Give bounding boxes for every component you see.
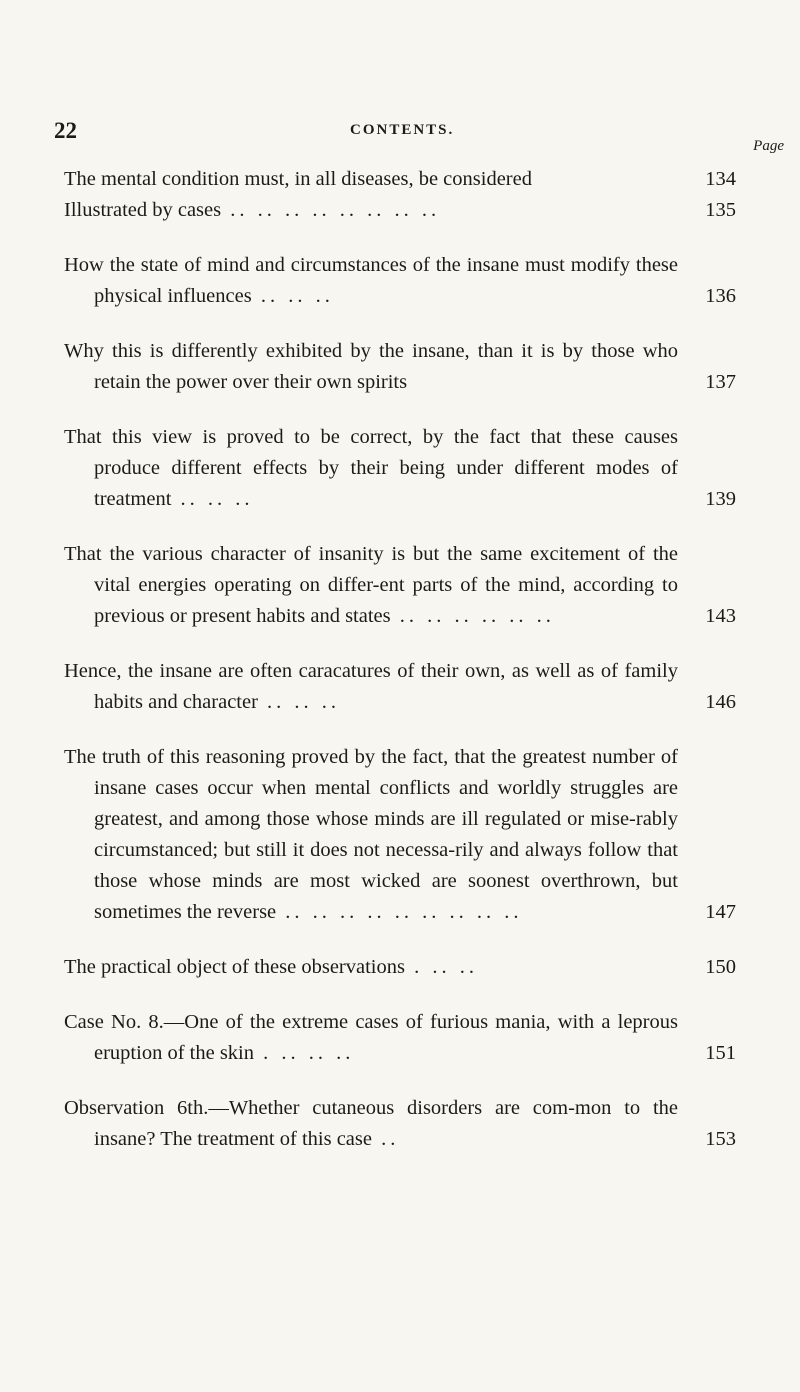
contents-entry	[64, 1093, 736, 1155]
running-title: CONTENTS.	[350, 122, 455, 138]
entry-page-number: 137	[705, 371, 736, 393]
entry-text: The truth of this reasoning proved by the fact, that the greatest number of insane cases occur when mental conflicts and worldly struggles are greatest, and among those whose minds are ill regulated or mise-rably circumstanced; but still it does not necessa-rily and always follow that those whose minds are most wicked are soonest overthrown, but sometimes the reverse	[64, 746, 678, 923]
entry-text: How the state of mind and circumstances of the insane must modify these physical influences	[64, 254, 678, 307]
entry-leader: .. .. ..	[171, 488, 254, 510]
contents-list	[64, 164, 736, 1179]
entry-page-number: 151	[705, 1042, 736, 1064]
entry-page-number: 150	[705, 956, 736, 978]
entry-text: Observation 6th.—Whether cutaneous disorders are com-mon to the insane? The treatment of this case	[64, 1097, 678, 1150]
page-number: 22	[54, 118, 77, 143]
contents-entry	[64, 742, 736, 928]
entry-text: Why this is differently exhibited by the insane, than it is by those who retain the power over their own spirits	[64, 340, 678, 393]
entry-page-number: 146	[705, 691, 736, 713]
entry-leader: . .. .. ..	[254, 1042, 355, 1064]
contents-entry	[64, 164, 736, 195]
entry-leader: .. .. ..	[257, 691, 341, 713]
entry-page-number: 136	[705, 285, 736, 307]
entry-page-number: 147	[705, 901, 736, 923]
contents-entry	[64, 195, 736, 226]
contents-entry	[64, 656, 736, 718]
entry-text: The practical object of these observations	[64, 956, 405, 978]
entry-page-number: 143	[705, 605, 736, 627]
entry-leader: ..	[371, 1128, 400, 1150]
entry-page-number: 139	[705, 488, 736, 510]
entry-leader: . .. ..	[404, 956, 478, 978]
entry-text: Illustrated by cases	[64, 199, 222, 221]
entry-leader: .. .. ..	[251, 285, 334, 307]
contents-entry	[64, 250, 736, 312]
entry-leader: .. .. .. .. .. ..	[390, 605, 555, 627]
contents-entry	[64, 336, 736, 398]
entry-page-number: 153	[705, 1128, 736, 1150]
entry-page-number: 135	[705, 199, 736, 221]
entry-text: That the various character of insanity is but the same excitement of the vital energies operating on differ-ent parts of the mind, according to previous or present habits and states	[64, 543, 678, 627]
entry-text: Case No. 8.—One of the extreme cases of furious mania, with a leprous eruption of the skin	[64, 1011, 678, 1064]
contents-entry	[64, 952, 736, 983]
page-header	[54, 118, 740, 148]
contents-entry	[64, 1007, 736, 1069]
entry-text: The mental condition must, in all diseases, be considered	[64, 168, 532, 190]
page-column-label: Page	[753, 138, 784, 154]
entry-text: Hence, the insane are often caracatures of their own, as well as of family habits and character	[64, 660, 678, 713]
contents-entry	[64, 539, 736, 632]
entry-page-number: 134	[705, 168, 736, 190]
entry-text: That this view is proved to be correct, by the fact that these causes produce different effects by their being under different modes of treatment	[64, 426, 678, 510]
contents-entry	[64, 422, 736, 515]
entry-leader: .. .. .. .. .. .. .. ..	[221, 199, 441, 221]
entry-leader: .. .. .. .. .. .. .. .. ..	[276, 901, 523, 923]
